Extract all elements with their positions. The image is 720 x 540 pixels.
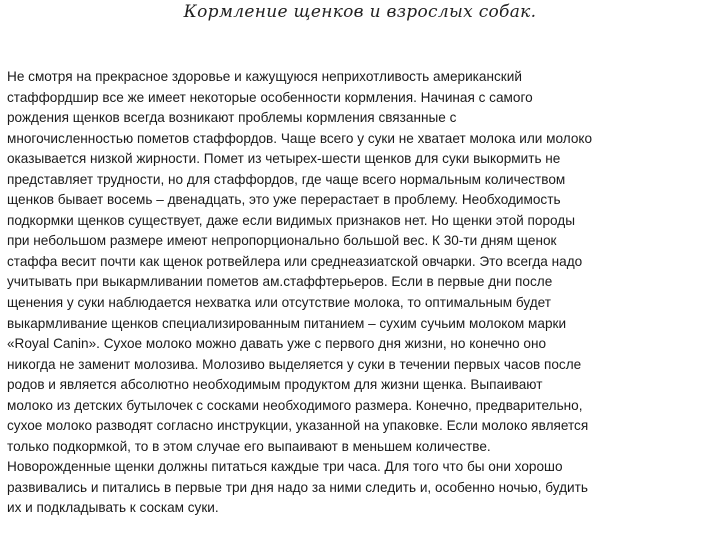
text-line-5: оказывается низкой жирности. Помет из четырех-шести щенков для суки выкормить не	[7, 151, 561, 167]
text-line-10: стаффа весит почти как щенок ротвейлера или среднеазиатской овчарки. Это всегда надо	[7, 253, 583, 269]
text-line-13: выкармливание щенков специализированным питанием – сухим сучьим молоком марки	[7, 315, 567, 331]
text-line-6: представляет трудности, но для стаффордов, где чаще всего нормальным количеством	[7, 171, 566, 187]
body-paragraph	[7, 67, 713, 519]
text-line-14: «Royal Canin». Сухое молоко можно давать уже с первого дня жизни, но конечно оно	[7, 336, 547, 352]
text-line-21: развивались и питались в первые три дня надо за ними следить и, особенно ночью, будить	[7, 479, 588, 495]
text-line-15: никогда не заменит молозива. Молозиво выделяется у суки в течении первых часов после	[7, 356, 582, 372]
text-line-18: сухое молоко разводят согласно инструкции, указанной на упаковке. Если молоко является	[7, 418, 589, 434]
text-line-16: родов и является абсолютно необходимым продуктом для жизни щенка. Выпаивают	[7, 377, 543, 393]
text-line-11: учитывать при выкармливании пометов ам.стаффтерьеров. Если в первые дни после	[7, 274, 553, 290]
text-line-1: Не смотря на прекрасное здоровье и кажущуюся неприхотливость американский	[7, 69, 522, 84]
text-line-7: щенков бывает восемь – двенадцать, это уже перерастает в проблему. Необходимость	[7, 192, 561, 208]
text-line-20: Новорожденные щенки должны питаться каждые три часа. Для того что бы они хорошо	[7, 459, 563, 475]
text-line-3: рождения щенков всегда возникают проблемы кормления связанные с	[7, 110, 457, 126]
text-line-22: их и подкладывать к соскам суки.	[7, 500, 219, 516]
text-line-19: только подкормкой, то в этом случае его выпаивают в меньшем количестве.	[7, 438, 491, 454]
text-line-4: многочисленностью пометов стаффордов. Чаще всего у суки не хватает молока или молоко	[7, 130, 593, 146]
text-line-2: стаффордшир все же имеет некоторые особенности кормления. Начиная с самого	[7, 89, 533, 105]
text-line-12: щенения у суки наблюдается нехватка или отсутствие молока, то оптимальным будет	[7, 295, 552, 311]
text-line-17: молоко из детских бутылочек с сосками необходимого размера. Конечно, предварительно,	[7, 397, 583, 413]
page-title: Кормление щенков и взрослых собак.	[183, 2, 537, 22]
text-line-9: при небольшом размере имеют непропорционально большой вес. К 30-ти дням щенок	[7, 233, 557, 249]
text-line-8: подкормки щенков существует, даже если видимых признаков нет. Но щенки этой породы	[7, 212, 575, 228]
